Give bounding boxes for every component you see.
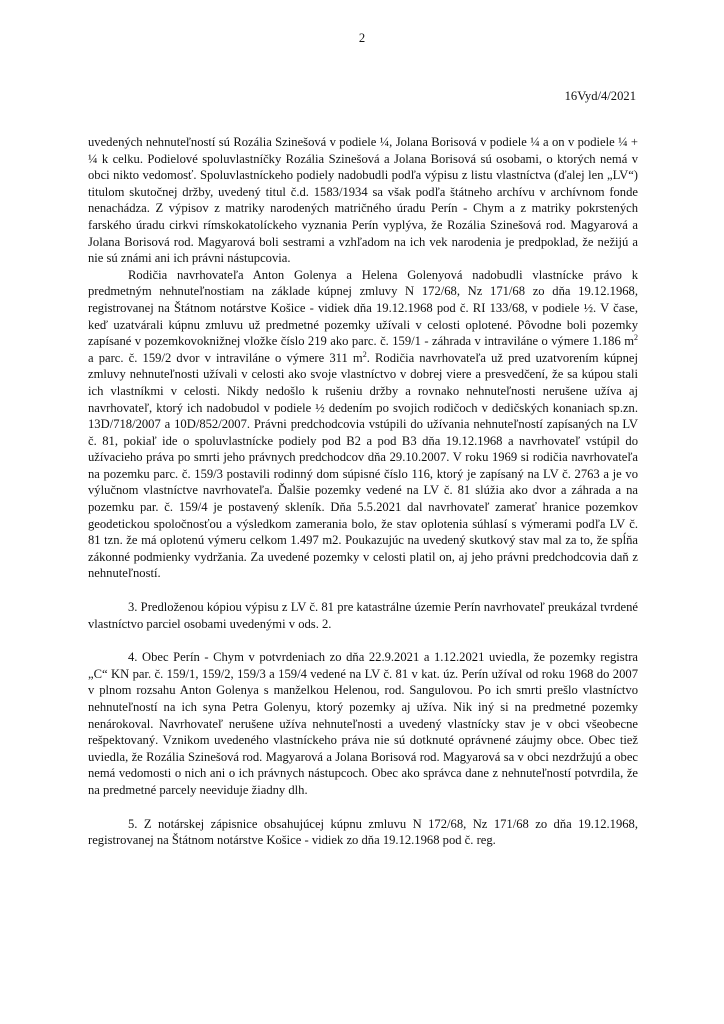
paragraph-2-part-1: Rodičia navrhovateľa Anton Golenya a Helena Golenyová nadobudli vlastnícke právo k predmetným nehnuteľnostiam na základe kúpnej zmluvy N 172/68, Nz 171/68 zo dňa 19.12.1968, registrovanej na Štátnom notárstve Košice - vidiek dňa 19.12.1968 pod č. RI 133/68, v podiele ½. V čase, keď uzatvárali kúpnu zmluvu už predmetné pozemky užívali v celosti oplotené. Pôvodne boli pozemky zapísané v pozemkovoknižnej vložke číslo 219 ako parc. č. 159/1 - záhrada v intraviláne o výmere 1.186 m (88, 267, 638, 349)
paragraph-2 (88, 267, 638, 582)
paragraph-4: 4. Obec Perín - Chym v potvrdeniach zo dňa 22.9.2021 a 1.12.2021 uviedla, že pozemky registra „C“ KN par. č. 159/1, 159/2, 159/3 a 159/4 vedené na LV č. 81 v kat. úz. Perín užíval od roku 1968 do 2007 v plnom rozsahu Anton Golenya s manželkou Helenou, rod. Sangulovou. Po ich smrti prešlo vlastníctvo nehnuteľností na ich syna Petra Golenyu, ktorý pozemky aj užíva. Nik iný si na predmetné pozemky nenárokoval. Navrhovateľ nerušene užíva nehnuteľnosti a uvedený vlastnícky stav je v obci všeobecne rešpektovaný. Vznikom uvedeného vlastníckeho práva nie sú dotknuté oprávnené záujmy obce. Obec tiež uviedla, že Rozália Szinešová rod. Magyarová a Jolana Borisová rod. Magyarová sa v obci nezdržujú a obec nemá vedomosti o nich ani o ich právnych nástupcoch. Obec ako správca dane z nehnuteľností potvrdila, že na predmetné parcely neeviduje žiadny dlh. (88, 650, 638, 797)
paragraph-1-continuation: uvedených nehnuteľností sú Rozália Szinešová v podiele ¼, Jolana Borisová v podiele ¼ a on v podiele ¼ + ¼ k celku. Podielové spoluvlastníčky Rozália Szinešová a Jolana Borisová sú osobami, o ktorých nemá v obci nikto vedomosť. Spoluvlastníckeho podiely nadobudli podľa výpisu z listu vlastníctva (ďalej len „LV“) titulom skutočnej držby, uvedený titul č.d. 1583/1934 sa však podľa štátneho archívu v archívnom fonde nenachádza. Z výpisov z matriky narodených matričného úradu Perín - Chym a z matriky pokrstených farského úradu cirkvi rímskokatolíckeho vyznania Perín vyplýva, že Rozália Szinešová rod. Magyarová a Jolana Borisová rod. Magyarová boli sestrami a vzhľadom na ich vek narodenia je predpoklad, že nežijú a nie sú známi ani ich právni nástupcovia. (88, 135, 638, 266)
superscript-squared: 2 (634, 332, 638, 342)
paragraph-5: 5. Z notárskej zápisnice obsahujúcej kúpnu zmluvu N 172/68, Nz 171/68 zo dňa 19.12.1968, registrovanej na Štátnom notárstve Košice - vidiek zo dňa 19.12.1968 pod č. reg. (88, 816, 638, 848)
paragraph-3: 3. Predloženou kópiou výpisu z LV č. 81 pre katastrálne územie Perín navrhovateľ preukázal tvrdené vlastníctvo parciel osobami uvedenými v ods. 2. (88, 600, 638, 631)
document-body (88, 134, 638, 849)
page-number: 2 (358, 31, 366, 45)
superscript-squared: 2 (362, 349, 367, 359)
case-reference: 16Vyd/4/2021 (564, 89, 636, 103)
paragraph-2-part-2: a parc. č. 159/2 dvor v intraviláne o výmere 311 m (88, 350, 363, 365)
paragraph-2-part-3: . Rodičia navrhovateľa už pred uzatvorením kúpnej zmluvy nehnuteľnosti užívali v celosti ako svoje vlastníctvo v dobrej viere a presvedčení, že sa kúpou stali ich vlastníkmi v celosti. Nikdy nedošlo k rušeniu držby a rovnako nehnuteľnosti nerušene užíva aj navrhovateľ, ktorý ich nadobudol v podiele ½ dedením po svojich rodičoch v dedičských konaniach sp.zn. 13D/718/2007 a 10D/852/2007. Právni predchodcovia vstúpili do užívania nehnuteľností zapísaných na LV č. 81, pokiaľ ide o spoluvlastnícke podiely pod B2 a pod B3 dňa 19.12.1968 a navrhovateľ vstúpil do užívacieho práva po smrti jeho právnych predchodcov dňa 29.10.2007. V roku 1969 si rodičia navrhovateľa na pozemku parc. č. 159/3 postavili rodinný dom súpisné číslo 116, ktorý je zapísaný na LV č. 2763 a je vo výlučnom vlastníctve navrhovateľa. Ďalšie pozemky vedené na LV č. 81 slúžia ako dvor a záhrada a na pozemku par. č. 159/4 je postavený skleník. Dňa 5.5.2021 dal navrhovateľ zamerať hranice pozemkov geodetickou spoločnosťou a výsledkom zamerania bolo, že stav oplotenia súhlasí s výmerami podľa LV č. 81 tzn. že má oplotenú výmeru celkom 1.497 m2. Poukazujúc na uvedený skutkový stav mal za to, že spĺňa zákonné podmienky vydržania. Za uvedené pozemky v celosti platil on, aj jeho právni predchodcovia daň z nehnuteľností. (88, 350, 638, 581)
